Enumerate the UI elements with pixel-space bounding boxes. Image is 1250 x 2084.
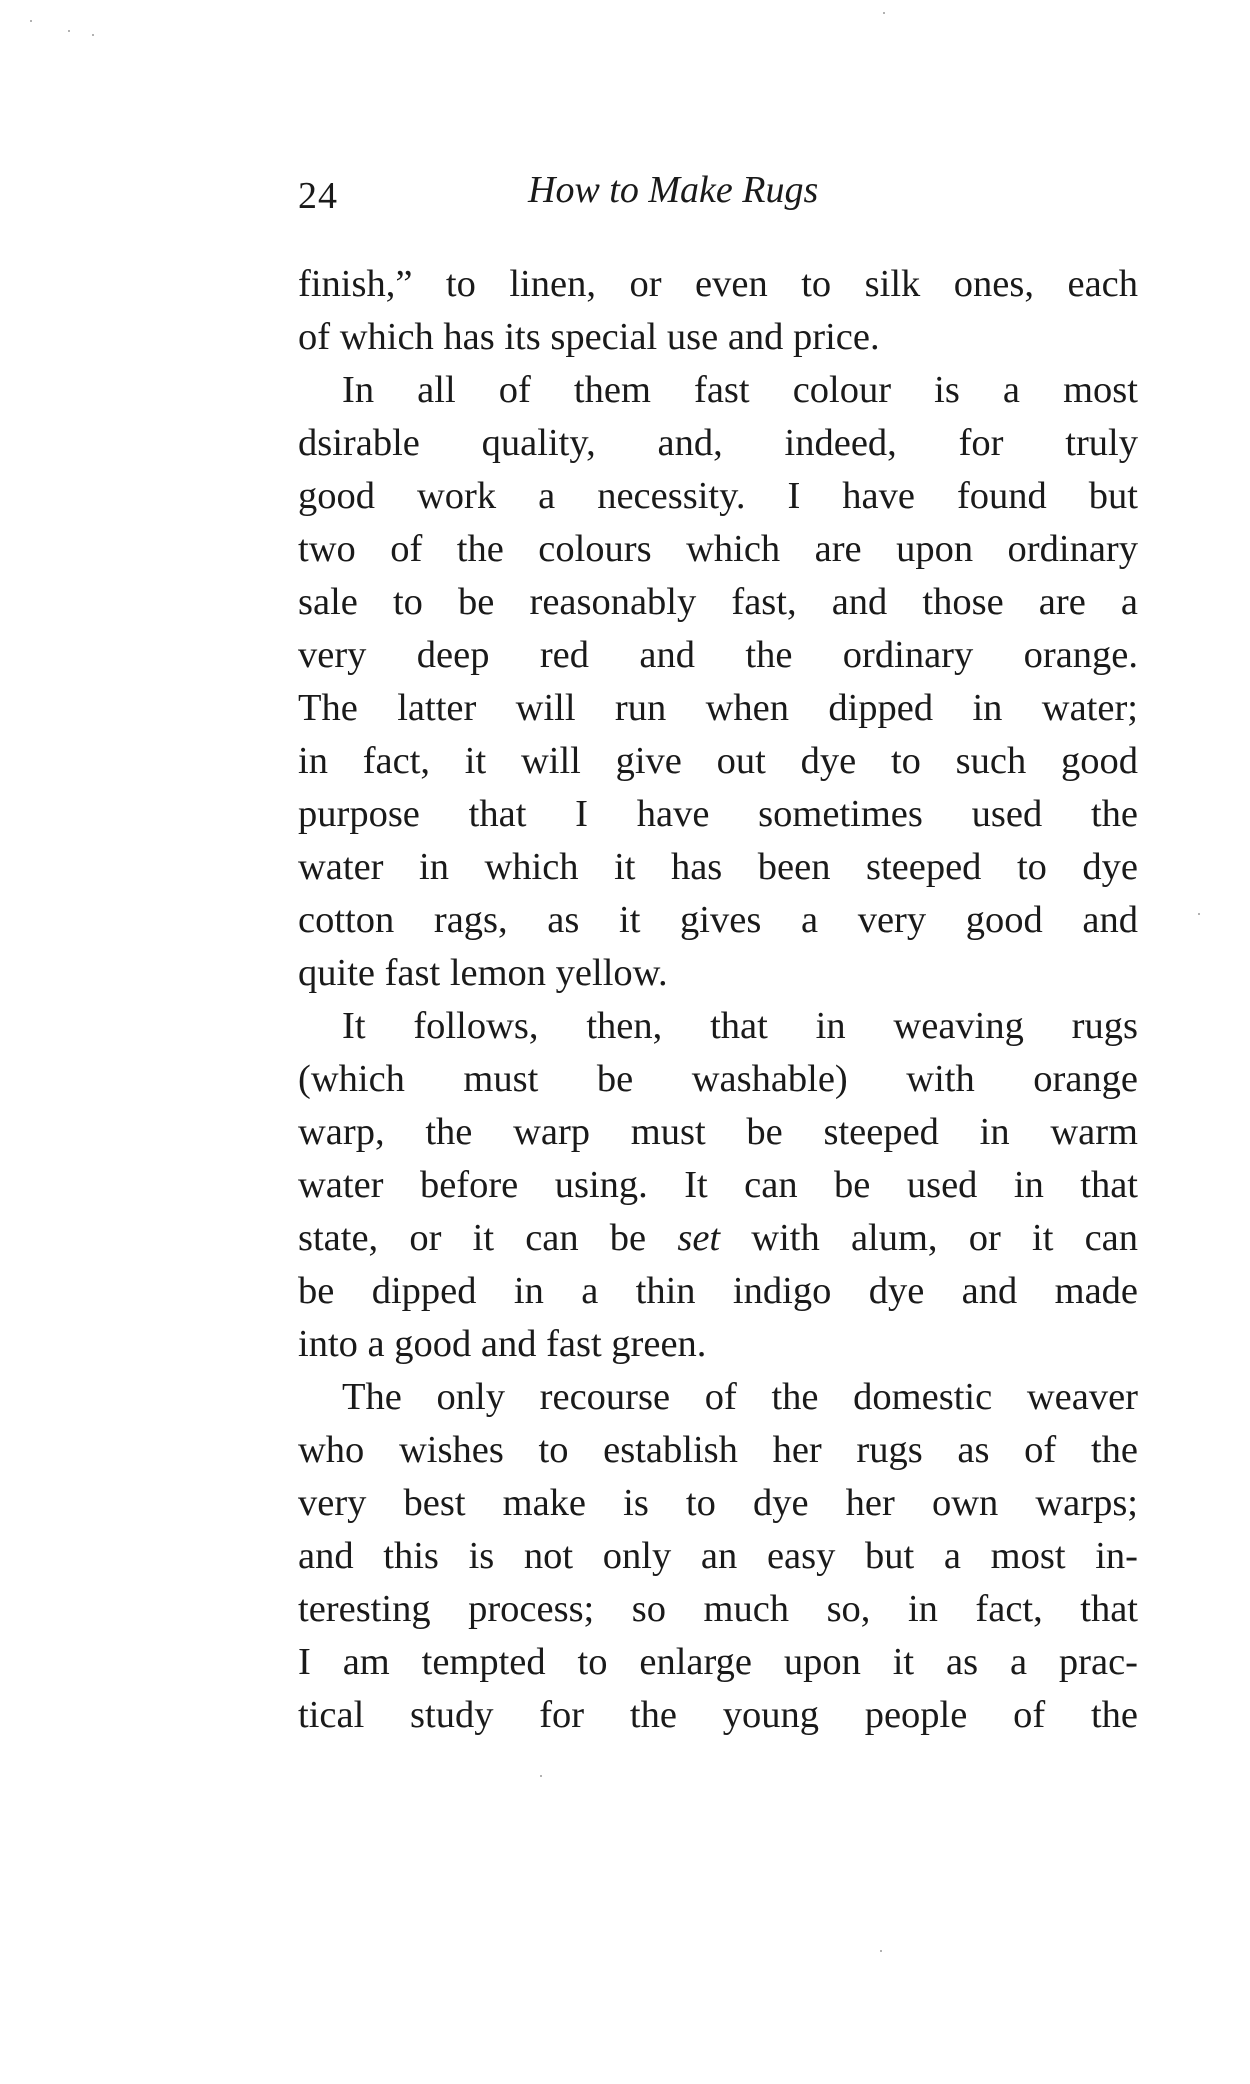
text-line: of which has its special use and price. (298, 316, 880, 358)
scan-speck (92, 34, 94, 36)
text-line: The only recourse of the domestic weaver (342, 1376, 1138, 1418)
text-line: who wishes to establish her rugs as of the (298, 1429, 1138, 1471)
text-line: finish,” to linen, or even to silk ones, each (298, 263, 1138, 305)
scan-speck (883, 12, 885, 14)
body-text (298, 258, 1138, 1742)
text-line: In all of them fast colour is a most (342, 369, 1138, 411)
text-line: (which must be washable) with orange (298, 1058, 1138, 1100)
text-line: very deep red and the ordinary orange. (298, 634, 1138, 676)
text-line: dsirable quality, and, indeed, for truly (298, 422, 1138, 464)
scan-speck (540, 1775, 542, 1777)
running-head (298, 168, 1138, 218)
text-line: The latter will run when dipped in water; (298, 687, 1138, 729)
page-number: 24 (298, 175, 338, 217)
text-line: teresting process; so much so, in fact, that (298, 1588, 1138, 1630)
text-line: and this is not only an easy but a most in- (298, 1535, 1138, 1577)
text-line: be dipped in a thin indigo dye and made (298, 1270, 1138, 1312)
text-line: into a good and fast green. (298, 1323, 707, 1365)
text-fragment: state, or it can be (298, 1217, 678, 1259)
text-line: two of the colours which are upon ordinary (298, 528, 1138, 570)
text-line: sale to be reasonably fast, and those are a (298, 581, 1138, 623)
text-line-with-italic (298, 1212, 1138, 1265)
text-line: quite fast lemon yellow. (298, 952, 668, 994)
text-line: purpose that I have sometimes used the (298, 793, 1138, 835)
text-line: good work a necessity. I have found but (298, 475, 1138, 517)
text-fragment: with alum, or it can (720, 1217, 1138, 1259)
italic-word: set (677, 1217, 721, 1259)
scan-speck (1198, 913, 1200, 915)
text-line: very best make is to dye her own warps; (298, 1482, 1138, 1524)
scan-speck (30, 20, 32, 22)
text-line: warp, the warp must be steeped in warm (298, 1111, 1138, 1153)
text-line: in fact, it will give out dye to such good (298, 740, 1138, 782)
text-line: I am tempted to enlarge upon it as a prac- (298, 1641, 1138, 1683)
text-line: It follows, then, that in weaving rugs (342, 1005, 1138, 1047)
text-line: water in which it has been steeped to dye (298, 846, 1138, 888)
text-line: cotton rags, as it gives a very good and (298, 899, 1138, 941)
scan-speck (68, 30, 70, 32)
scan-speck (880, 1950, 882, 1952)
text-line: water before using. It can be used in that (298, 1164, 1138, 1206)
text-line: tical study for the young people of the (298, 1694, 1138, 1736)
running-title: How to Make Rugs (528, 169, 819, 211)
